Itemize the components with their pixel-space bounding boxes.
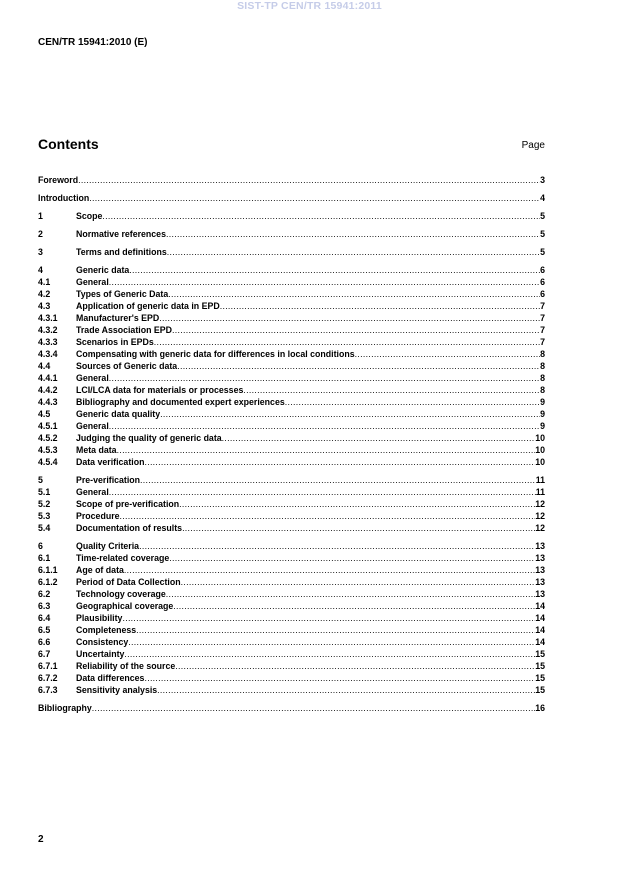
toc-entry[interactable]	[38, 336, 545, 348]
toc-entry[interactable]	[38, 324, 545, 336]
toc-leader-dots	[173, 600, 535, 612]
toc-leader-dots	[124, 648, 535, 660]
toc-entry-number: 5.3	[38, 511, 51, 521]
toc-entry-title: General	[76, 277, 109, 287]
toc-entry-page: 10	[535, 457, 545, 467]
toc-entry-title: LCI/LCA data for materials or processes	[76, 385, 244, 395]
toc-entry-page: 6	[540, 289, 545, 299]
toc-entry-number: 6.1.1	[38, 565, 58, 575]
toc-leader-dots	[124, 564, 535, 576]
toc-entry-number: 6	[38, 541, 43, 551]
toc-entry-number: 4.3	[38, 301, 51, 311]
toc-entry-page: 7	[540, 301, 545, 311]
toc-leader-dots	[109, 420, 540, 432]
toc-entry[interactable]	[38, 348, 545, 360]
toc-entry-title: Time-related coverage	[76, 553, 170, 563]
toc-leader-dots	[140, 474, 536, 486]
toc-entry[interactable]	[38, 456, 545, 468]
toc-entry-title: Technology coverage	[76, 589, 166, 599]
toc-entry[interactable]	[38, 702, 545, 714]
toc-entry[interactable]	[38, 486, 545, 498]
toc-entry-page: 12	[535, 511, 545, 521]
toc-entry-number: 5.1	[38, 487, 51, 497]
toc-entry-title: Age of data	[76, 565, 124, 575]
toc-entry-number: 4	[38, 265, 43, 275]
toc-entry[interactable]	[38, 474, 545, 486]
toc-entry[interactable]	[38, 576, 545, 588]
toc-entry[interactable]	[38, 300, 545, 312]
toc-entry[interactable]	[38, 552, 545, 564]
toc-entry-page: 5	[540, 247, 545, 257]
toc-entry-title: Completeness	[76, 625, 137, 635]
toc-entry-title: Data differences	[76, 673, 145, 683]
toc-leader-dots	[355, 348, 540, 360]
toc-leader-dots	[128, 636, 535, 648]
toc-entry[interactable]	[38, 432, 545, 444]
toc-entry[interactable]	[38, 312, 545, 324]
toc-leader-dots	[120, 510, 536, 522]
toc-leader-dots	[144, 456, 535, 468]
toc-leader-dots	[166, 228, 540, 240]
toc-entry-page: 14	[535, 625, 545, 635]
toc-entry-number: 6.4	[38, 613, 51, 623]
toc-entry-title: Meta data	[76, 445, 117, 455]
document-id: CEN/TR 15941:2010 (E)	[38, 37, 148, 48]
toc-entry-page: 4	[540, 193, 545, 203]
toc-entry-number: 5	[38, 475, 43, 485]
toc-entry-page: 13	[535, 565, 545, 575]
toc-entry-title: Scope of pre-verification	[76, 499, 180, 509]
toc-entry[interactable]	[38, 498, 545, 510]
toc-leader-dots	[181, 576, 536, 588]
toc-entry-page: 14	[535, 601, 545, 611]
toc-entry-number: 6.5	[38, 625, 51, 635]
toc-leader-dots	[166, 588, 535, 600]
toc-entry[interactable]	[38, 636, 545, 648]
toc-entry-title: Compensating with generic data for differences in local conditions	[76, 349, 355, 359]
toc-entry-number: 6.7	[38, 649, 51, 659]
toc-entry-number: 4.3.4	[38, 349, 58, 359]
toc-entry[interactable]	[38, 564, 545, 576]
toc-entry-title: Period of Data Collection	[76, 577, 181, 587]
toc-entry-page: 5	[540, 229, 545, 239]
toc-entry-title: Sensitivity analysis	[76, 685, 158, 695]
toc-entry-page: 13	[535, 589, 545, 599]
toc-entry[interactable]	[38, 600, 545, 612]
toc-entry-page: 8	[540, 349, 545, 359]
toc-entry[interactable]	[38, 396, 545, 408]
toc-entry[interactable]	[38, 540, 545, 552]
toc-entry-page: 10	[535, 445, 545, 455]
footer-page-number: 2	[38, 834, 44, 845]
toc-entry[interactable]	[38, 174, 545, 186]
toc-leader-dots	[102, 210, 540, 222]
toc-entry-title: Generic data quality	[76, 409, 161, 419]
toc-entry-title: Bibliography	[38, 703, 92, 713]
toc-entry[interactable]	[38, 228, 545, 240]
toc-leader-dots	[92, 702, 535, 714]
toc-entry[interactable]	[38, 246, 545, 258]
toc-entry[interactable]	[38, 672, 545, 684]
toc-leader-dots	[182, 522, 535, 534]
toc-entry-title: Terms and definitions	[76, 247, 167, 257]
toc-entry-title: General	[76, 421, 109, 431]
toc-entry-title: Bibliography and documented expert experiences	[76, 397, 285, 407]
toc-entry-page: 7	[540, 337, 545, 347]
toc-leader-dots	[157, 684, 535, 696]
toc-entry-number: 6.1	[38, 553, 51, 563]
toc-entry-number: 4.5.4	[38, 457, 58, 467]
toc-leader-dots	[159, 312, 540, 324]
toc-leader-dots	[177, 360, 540, 372]
toc-leader-dots	[139, 540, 535, 552]
toc-entry[interactable]	[38, 420, 545, 432]
toc-entry[interactable]	[38, 192, 545, 204]
toc-entry-number: 2	[38, 229, 43, 239]
toc-entry[interactable]	[38, 408, 545, 420]
toc-leader-dots	[169, 552, 535, 564]
toc-entry-number: 6.6	[38, 637, 51, 647]
toc-entry[interactable]	[38, 360, 545, 372]
toc-entry-page: 9	[540, 421, 545, 431]
toc-entry-title: Reliability of the source	[76, 661, 176, 671]
toc-entry-title: Application of generic data in EPD	[76, 301, 220, 311]
toc-leader-dots	[167, 246, 540, 258]
toc-leader-dots	[78, 174, 540, 186]
toc-leader-dots	[129, 264, 540, 276]
toc-entry-number: 6.7.3	[38, 685, 58, 695]
watermark: SIST-TP CEN/TR 15941:2011	[237, 0, 382, 12]
toc-entry-page: 7	[540, 313, 545, 323]
toc-leader-dots	[109, 276, 540, 288]
toc-leader-dots	[160, 408, 540, 420]
toc-entry-title: Normative references	[76, 229, 166, 239]
toc-entry-page: 5	[540, 211, 545, 221]
toc-entry-page: 10	[535, 433, 545, 443]
toc-entry-number: 4.5.3	[38, 445, 58, 455]
toc-entry-number: 4.4	[38, 361, 51, 371]
page-column-label: Page	[521, 140, 545, 151]
toc-entry-number: 4.4.3	[38, 397, 58, 407]
toc-entry-title: Consistency	[76, 637, 129, 647]
toc-entry[interactable]	[38, 660, 545, 672]
toc-entry-number: 4.3.3	[38, 337, 58, 347]
toc-entry-number: 6.7.1	[38, 661, 58, 671]
toc-entry-page: 13	[535, 577, 545, 587]
toc-leader-dots	[179, 498, 535, 510]
toc-entry[interactable]	[38, 684, 545, 696]
toc-leader-dots	[222, 432, 536, 444]
toc-entry[interactable]	[38, 210, 545, 222]
toc-leader-dots	[109, 372, 540, 384]
toc-entry-title: Foreword	[38, 175, 79, 185]
toc-entry-title: Geographical coverage	[76, 601, 174, 611]
toc-leader-dots	[168, 288, 540, 300]
toc-entry-number: 4.4.1	[38, 373, 58, 383]
toc-entry-title: Pre-verification	[76, 475, 141, 485]
page-title: Contents	[38, 136, 99, 152]
toc-entry-page: 8	[540, 373, 545, 383]
toc-entry-page: 15	[535, 673, 545, 683]
toc-entry-title: Scope	[76, 211, 103, 221]
toc-entry-number: 4.5.2	[38, 433, 58, 443]
toc-entry-title: Quality Criteria	[76, 541, 140, 551]
toc-entry-page: 13	[535, 553, 545, 563]
toc-entry-page: 6	[540, 265, 545, 275]
toc-entry[interactable]	[38, 522, 545, 534]
toc-entry-page: 9	[540, 397, 545, 407]
toc-entry[interactable]	[38, 624, 545, 636]
toc-entry-number: 4.3.1	[38, 313, 58, 323]
toc-leader-dots	[144, 672, 535, 684]
toc-leader-dots	[175, 660, 535, 672]
toc-entry-number: 4.3.2	[38, 325, 58, 335]
toc-entry-title: General	[76, 373, 109, 383]
toc-entry[interactable]	[38, 372, 545, 384]
toc-entry-page: 15	[535, 649, 545, 659]
toc-entry[interactable]	[38, 276, 545, 288]
toc-entry-title: Plausibility	[76, 613, 123, 623]
toc-entry-number: 4.5.1	[38, 421, 58, 431]
toc-leader-dots	[109, 486, 536, 498]
toc-entry-number: 5.4	[38, 523, 51, 533]
toc-entry-title: Sources of Generic data	[76, 361, 178, 371]
toc-entry-page: 15	[535, 685, 545, 695]
toc-entry-number: 6.1.2	[38, 577, 58, 587]
toc-entry-number: 1	[38, 211, 43, 221]
toc-entry-page: 8	[540, 385, 545, 395]
toc-leader-dots	[117, 444, 536, 456]
toc-entry-number: 4.2	[38, 289, 51, 299]
toc-entry-page: 14	[535, 613, 545, 623]
toc-entry[interactable]	[38, 648, 545, 660]
table-of-contents	[38, 174, 545, 714]
toc-entry-number: 6.2	[38, 589, 51, 599]
toc-entry-title: Manufacturer's EPD	[76, 313, 160, 323]
toc-entry-number: 4.4.2	[38, 385, 58, 395]
toc-entry-page: 16	[535, 703, 545, 713]
toc-entry-title: Generic data	[76, 265, 130, 275]
toc-entry[interactable]	[38, 384, 545, 396]
toc-entry[interactable]	[38, 264, 545, 276]
toc-entry[interactable]	[38, 612, 545, 624]
toc-entry-title: Trade Association EPD	[76, 325, 172, 335]
toc-entry[interactable]	[38, 288, 545, 300]
toc-entry-title: Data verification	[76, 457, 145, 467]
toc-entry-title: General	[76, 487, 109, 497]
toc-entry-page: 12	[535, 523, 545, 533]
toc-entry-page: 3	[540, 175, 545, 185]
toc-entry-page: 6	[540, 277, 545, 287]
toc-entry-page: 9	[540, 409, 545, 419]
toc-entry-page: 7	[540, 325, 545, 335]
toc-entry-title: Documentation of results	[76, 523, 183, 533]
toc-entry-number: 5.2	[38, 499, 51, 509]
toc-leader-dots	[220, 300, 540, 312]
toc-entry-title: Uncertainty	[76, 649, 125, 659]
toc-entry-title: Judging the quality of generic data	[76, 433, 222, 443]
toc-entry-page: 15	[535, 661, 545, 671]
toc-leader-dots	[122, 612, 535, 624]
toc-entry-page: 8	[540, 361, 545, 371]
toc-entry[interactable]	[38, 510, 545, 522]
toc-entry-page: 13	[535, 541, 545, 551]
toc-entry-number: 4.1	[38, 277, 51, 287]
toc-leader-dots	[285, 396, 540, 408]
toc-entry-title: Scenarios in EPDs	[76, 337, 154, 347]
toc-entry-page: 11	[535, 475, 545, 485]
toc-entry-page: 12	[535, 499, 545, 509]
toc-entry-title: Types of Generic Data	[76, 289, 169, 299]
toc-leader-dots	[172, 324, 540, 336]
toc-leader-dots	[154, 336, 540, 348]
toc-leader-dots	[136, 624, 535, 636]
toc-entry-number: 6.7.2	[38, 673, 58, 683]
toc-entry-number: 6.3	[38, 601, 51, 611]
toc-leader-dots	[89, 192, 540, 204]
toc-entry-title: Procedure	[76, 511, 120, 521]
toc-leader-dots	[243, 384, 540, 396]
toc-entry[interactable]	[38, 588, 545, 600]
toc-entry-page: 11	[535, 487, 545, 497]
toc-entry-number: 3	[38, 247, 43, 257]
toc-entry-page: 14	[535, 637, 545, 647]
toc-entry[interactable]	[38, 444, 545, 456]
toc-entry-number: 4.5	[38, 409, 51, 419]
toc-entry-title: Introduction	[38, 193, 90, 203]
